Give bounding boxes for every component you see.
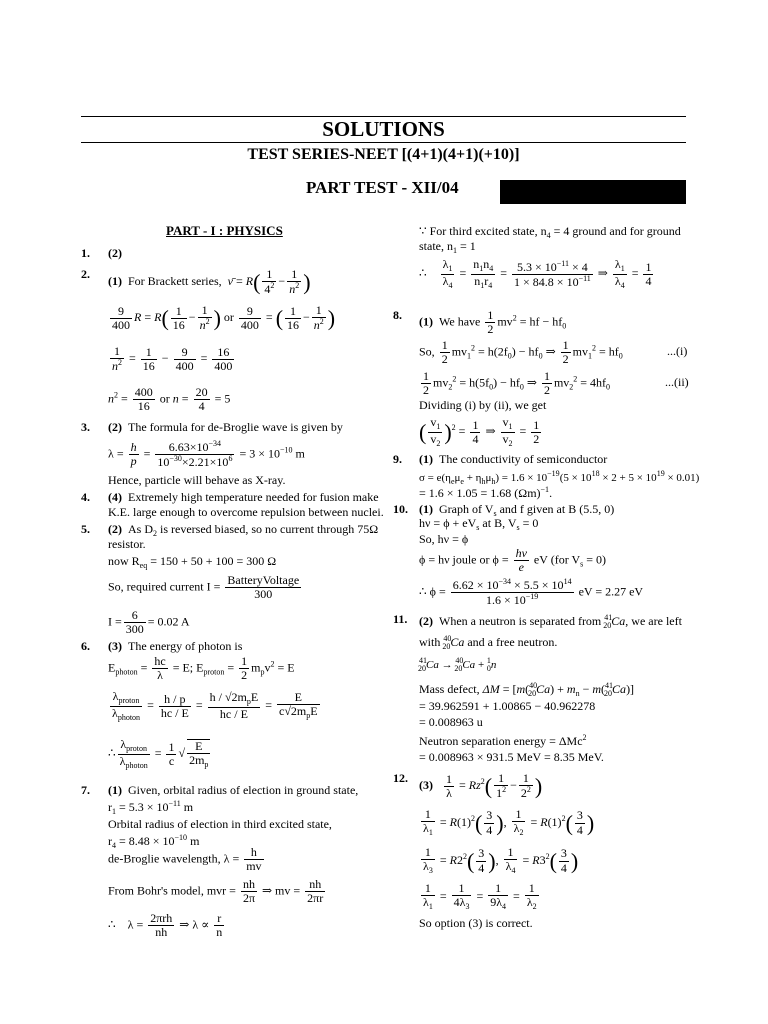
r-line1: ∵ For third excited state, $n_4 = 4$ ground and for ground xyxy=(419,224,681,240)
q3: 3. (2) The formula for de-Broglie wave is given by xyxy=(81,420,343,434)
q3-hence: Hence, particle will behave as X-ray. xyxy=(108,473,286,487)
q12: 12. (3) $\frac{1}{\lambda}$ = $Rz^2$( $\frac{1}{1^2}$ − $\frac{1}{2^2}$ ) xyxy=(393,771,543,801)
q12-eq1: $\frac{1}{\lambda_1}$ = $R(1)^2$( $\frac{3}{4}$ ), $\frac{1}{\lambda_2}$ = $R(1)^2$( $\frac{3}{4}$ ) xyxy=(423,807,595,838)
q7: 7. (1) Given, orbital radius of election in ground state, xyxy=(81,783,359,797)
q11: 11. (2) When a neutron is separated from $^{41}_{20}$Ca, we are left xyxy=(393,612,682,630)
q1: 1. (2) xyxy=(81,246,122,260)
q2-eq4: $n^2$ = $\frac{400}{16}$ or n = $\frac{20}{4}$ = 5 xyxy=(108,385,231,414)
q8-tag2: ...(ii) xyxy=(665,375,689,389)
q10-l4: ϕ = hν joule or ϕ = $\frac{h\nu}{e}$ eV (for $V_s = 0$) xyxy=(419,546,607,575)
q8: 8. (1) We have $\frac{1}{2}$ $mv^2$ = hf − $hf_0$ xyxy=(393,308,567,337)
q5-l2: resistor. xyxy=(108,537,146,551)
q7-l3: Orbital radius of election in third excited state, xyxy=(108,817,332,831)
q11-l2: with $^{40}_{20}$Ca and a free neutron. xyxy=(419,634,558,651)
q8-eq3: ( $\frac{v_1}{v_2}$ )$^2$ = $\frac{1}{4}$ ⇒ $\frac{v_1}{v_2}$ = $\frac{1}{2}$ xyxy=(419,415,540,448)
q7-l5: de-Broglie wavelength, λ = $\frac{h}{mv}$ xyxy=(108,845,262,874)
q4-l2: K.E. large enough to overcome repulsion between nuclei. xyxy=(108,505,384,519)
q2-eq2: $\frac{9}{400}$ R = R( $\frac{1}{16}$ − $\frac{1}{n^2}$ ) or $\frac{9}{400}$ = ( $\frac{1}{16}$ − $\frac{1}{n^2}$ ) xyxy=(112,303,336,333)
q5-l5: I = $\frac{6}{300}$ = 0.02 A xyxy=(108,608,190,637)
q11-l3: $^{41}_{20}$Ca → $^{40}_{20}$Ca + $^1_0$n xyxy=(418,656,497,673)
q6-eq1: $E_{photon}$ = $\frac{hc}{\lambda}$ = E; $E_{proton}$ = $\frac{1}{2}$ $m_pv^2 = E$ xyxy=(108,654,295,683)
q10-l3: So, hν = ϕ xyxy=(419,532,469,546)
q7-l6: From Bohr's model, mvr = $\frac{nh}{2\pi}$ ⇒ mv = $\frac{nh}{2\pi r}$ xyxy=(108,877,324,906)
q10-l5: ∴ ϕ = $\frac{6.62 \times 10^{-34} \times 5.5 \times 10^{14}}{1.6 \times 10^{-19}}$ eV = 2.27 eV xyxy=(419,577,644,608)
redacted-box xyxy=(500,180,686,204)
q10: 10. (1) Graph of $V_s$ and f given at B (5.5, 0) xyxy=(393,502,615,518)
q9: 9. (1) The conductivity of semiconductor xyxy=(393,452,608,466)
q8-tag1: ...(i) xyxy=(667,344,688,358)
q5: 5. (2) As $D_2$ is reversed biased, so no current through 75Ω xyxy=(81,522,379,538)
q2: 2. (1) For Brackett series, ν̄ = R( $\frac{1}{4^2}$ − $\frac{1}{n^2}$ ) xyxy=(81,267,311,297)
q11-l5: = 39.962591 + 1.00865 − 40.962278 xyxy=(419,699,596,713)
section-heading: PART - I : PHYSICS xyxy=(166,223,283,238)
q7-l7: ∴ λ = $\frac{\text{2πrh}}{nh}$ ⇒ λ ∝ $\frac{r}{n}$ xyxy=(108,911,223,940)
q9-l2: $\sigma = e(\eta_e\mu_e + \eta_h\mu_h) = 1.6 \times 10^{-19}(5 \times 10^{18} \times 2 + 5 \times 10^{19} \times 0.01)$ xyxy=(419,469,700,486)
q8-eq2: $\frac{1}{2}$ $mv_2^2 = h(5f_0) - hf_0$ ⇒ $\frac{1}{2}$ $mv_2^2 = 4hf_0$ xyxy=(423,369,611,398)
q8-eq1: So, $\frac{1}{2}$ $mv_1^2 = h(2f_0) - hf_0$ ⇒ $\frac{1}{2}$ $mv_1^2 = hf_0$ xyxy=(419,338,623,367)
q12-eq3: $\frac{1}{\lambda_1}$ = $\frac{1}{4\lambda_3}$ = $\frac{1}{9\lambda_4}$ = $\frac{1}{\lambda_2}$ xyxy=(423,881,537,912)
q9-l3: = 1.6 × 1.05 = 1.68 $(\Omega m)^{-1}$. xyxy=(419,485,553,500)
q3-eq: λ = $\frac{h}{p}$ = $\frac{6.63\times 10^{-34}}{10^{-30}\times 2.21\times 10^6}$ = $3 \times 10^{-10}$ m xyxy=(108,439,305,470)
q12-eq2: $\frac{1}{\lambda_3}$ = $R2^2$( $\frac{3}{4}$ ), $\frac{1}{\lambda_4}$ = $R3^2$( $\frac{3}{4}$ ) xyxy=(423,845,579,876)
q4: 4. (4) Extremely high temperature needed for fusion make xyxy=(81,490,379,504)
title-rule xyxy=(81,142,686,143)
q8-div: Dividing (i) by (ii), we get xyxy=(419,398,547,412)
q12-end: So option (3) is correct. xyxy=(419,916,533,930)
q7-l2: $r_1 = 5.3 \times 10^{-11}$ m xyxy=(108,799,194,816)
q5-l3: now $R_{eq} = 150 + 50 + 100 = 300$ Ω xyxy=(108,554,277,570)
q7-l4: $r_4 = 8.48 \times 10^{-10}$ m xyxy=(108,833,200,850)
q11-l4: Mass defect, $\Delta M = [m(^{40}_{20}Ca) + m_n - m(^{41}_{20}Ca)]$ xyxy=(419,681,635,698)
r-line2: state, $n_1 = 1$ xyxy=(419,239,476,255)
q6-eq2: $\frac{\lambda_{proton}}{\lambda_{photon}}$ = $\frac{h / p}{hc / E}$ = $\frac{h / √2m_pE}{hc / E}$ = $\frac{E}{c√2m_pE}$ xyxy=(112,689,318,722)
q6-eq3: ∴ $\frac{\lambda_{proton}}{\lambda_{photon}}$ = $\frac{1}{c}$ √ $\frac{E}{2m_p}$ xyxy=(108,737,209,770)
q6: 6. (3) The energy of photon is xyxy=(81,639,243,653)
part-test-label: PART TEST - XII/04 xyxy=(306,178,459,197)
q2-eq3: $\frac{1}{n^2}$ = $\frac{1}{16}$ − $\frac{9}{400}$ = $\frac{16}{400}$ xyxy=(112,344,233,374)
q11-l8: = 0.008963 × 931.5 MeV = 8.35 MeV. xyxy=(419,750,604,764)
q5-l4: So, required current I = $\frac{\text{BatteryVoltage}}{300}$ xyxy=(108,573,300,602)
page-subtitle: TEST SERIES-NEET [(4+1)(4+1)(+10)] xyxy=(247,146,520,163)
q10-l2: $h\nu = \phi + eV_s$ at B, $V_s = 0$ xyxy=(419,516,539,532)
q11-l7: Neutron separation energy = ΔMc$^2$ xyxy=(419,733,587,748)
q11-l6: = 0.008963 u xyxy=(419,715,483,729)
page-title: SOLUTIONS xyxy=(322,117,445,141)
r-eq1: ∴ $\frac{\lambda_1}{\lambda_4}$ = $\frac{n_1n_4}{n_1r_4}$ = $\frac{5.3 \times 10^{-11} \times 4}{1 \times 84.8 \times 10^{-11}}$ ⇒ $\frac{\lambda_1}{\lambda_4}$ = $\frac{1}{4}$ xyxy=(419,257,652,290)
